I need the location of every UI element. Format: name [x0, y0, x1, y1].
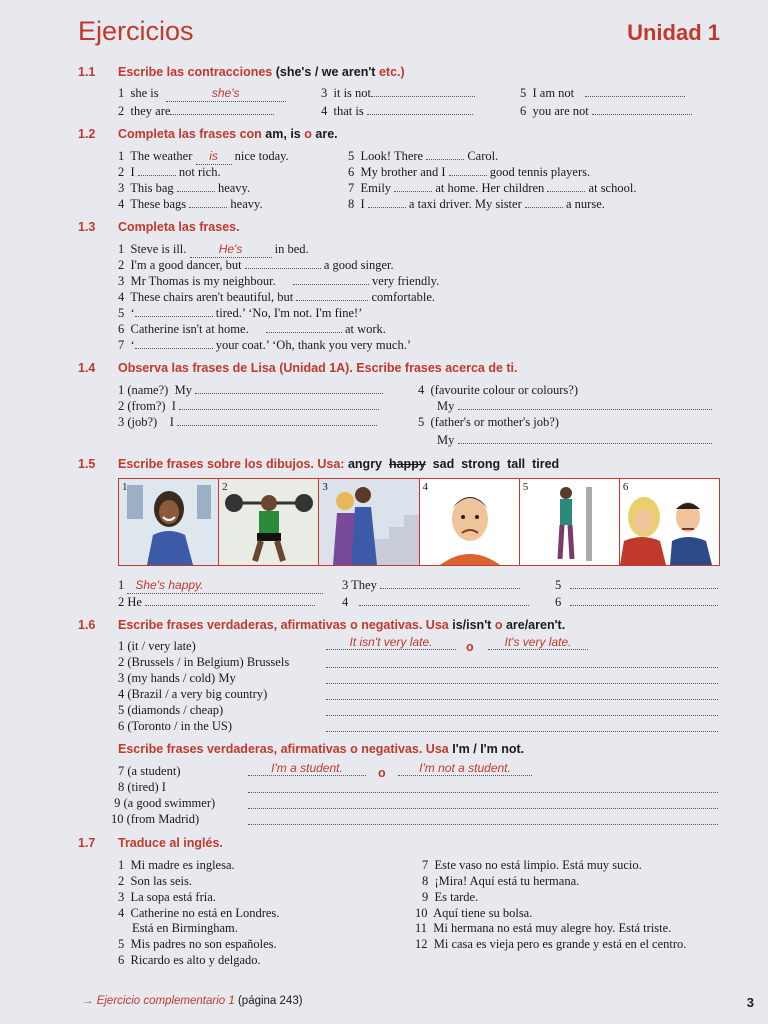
exercise-item: 4 [342, 594, 529, 610]
answer-field[interactable] [570, 595, 718, 606]
answer-field[interactable] [525, 197, 563, 208]
picture-sad-man [420, 479, 520, 565]
exercise-item: 10 (from Madrid) [111, 812, 200, 826]
section-instruction: Escribe frases verdaderas, afirmativas o negativas. Usa I'm / I'm not. [118, 742, 525, 756]
exercise-item: 8 I a taxi driver. My sister a nurse. [348, 197, 605, 211]
answer-field[interactable]: He's [190, 241, 272, 258]
sad-man-illustration [420, 479, 520, 565]
answer-field[interactable] [145, 595, 315, 606]
exercise-item: 7 Este vaso no está limpio. Está muy sucio. [422, 858, 642, 872]
answer-field[interactable] [570, 578, 718, 589]
answer-field[interactable] [326, 682, 718, 684]
page-number: 3 [746, 995, 754, 1010]
picture-angry-couple [620, 479, 719, 565]
exercise-item: 7 Emily at home. Her children at school. [348, 181, 637, 195]
exercise-item: 3 it is not [321, 85, 475, 101]
exercise-item: 2 He [118, 594, 315, 610]
exercise-item: 5 [555, 577, 718, 593]
exercise-item: 9 (a good swimmer) [114, 796, 216, 810]
answer-field[interactable]: she's [166, 85, 286, 102]
section-instruction: Escribe frases verdaderas, afirmativas o negativas. Usa is/isn't o are/aren't. [118, 618, 566, 632]
section-number: 1.6 [78, 618, 96, 632]
tired-people-illustration [319, 479, 419, 565]
answer-field[interactable] [293, 274, 369, 285]
exercise-item: 5 I am not [520, 85, 685, 101]
exercise-item: 4 (Brazil / a very big country) [118, 687, 268, 701]
section-number: 1.1 [78, 65, 96, 79]
exercise-item: 8 ¡Mira! Aquí está tu hermana. [422, 874, 580, 888]
or-label: o [466, 640, 474, 654]
exercise-item: 7 (a student) [118, 764, 181, 778]
or-label: o [378, 766, 386, 780]
happy-woman-illustration [119, 479, 219, 565]
answer-field[interactable] [266, 322, 342, 333]
page-title: Ejercicios [78, 16, 194, 46]
answer-field[interactable] [367, 104, 473, 115]
exercise-item: 1 (it / very late) [118, 639, 196, 653]
exercise-item: 6 [555, 594, 718, 610]
exercise-item: 3 La sopa está fría. [118, 890, 216, 904]
tall-woman-illustration [520, 479, 620, 565]
answer-field[interactable] [248, 823, 718, 825]
exercise-item: 4 Catherine no está en Londres. [118, 906, 280, 920]
exercise-item: 6 My brother and I good tennis players. [348, 165, 591, 179]
section-number: 1.3 [78, 220, 96, 234]
answer-field[interactable] [547, 181, 585, 192]
picture-strong-man [219, 479, 319, 565]
exercise-item: 2 (from?) I [118, 398, 379, 414]
section-number: 1.4 [78, 361, 96, 375]
exercise-item: 9 Es tarde. [422, 890, 479, 904]
exercise-item: 4 (favourite colour or colours?) [418, 383, 579, 397]
answer-field[interactable] [245, 258, 321, 269]
answer-field[interactable]: It isn't very late. [326, 635, 456, 650]
answer-field[interactable] [135, 338, 213, 349]
answer-field[interactable] [458, 433, 712, 444]
exercise-item: 2 I not rich. [118, 165, 221, 179]
picture-number: 1 [122, 481, 128, 493]
exercise-item: 6 (Toronto / in the US) [118, 719, 233, 733]
picture-number: 5 [522, 481, 529, 493]
exercise-item: 1 The weather is nice today. [118, 149, 289, 163]
answer-field[interactable] [248, 807, 718, 809]
answer-field[interactable] [326, 666, 718, 668]
section-number: 1.2 [78, 127, 96, 141]
exercise-item: 2 they are [118, 103, 274, 119]
section-instruction: Observa las frases de Lisa (Unidad 1A). Escribe frases acerca de ti. [118, 361, 518, 375]
answer-field[interactable] [592, 104, 692, 115]
exercise-item: 5 (diamonds / cheap) [118, 703, 224, 717]
section-instruction: Completa las frases. [118, 220, 240, 234]
answer-field[interactable] [368, 197, 406, 208]
picture-tired-people [319, 479, 419, 565]
answer-field[interactable] [248, 791, 718, 793]
answer-field[interactable] [426, 149, 464, 160]
exercise-item: 2 I'm a good dancer, but a good singer. [118, 258, 394, 272]
exercise-item: 5 ‘ tired.’ ‘No, I'm not. I'm fine!’ [118, 306, 363, 320]
answer-field[interactable] [138, 165, 176, 176]
exercise-item: 4 that is [321, 103, 473, 119]
answer-field[interactable] [177, 181, 215, 192]
exercise-item: 8 (tired) I [118, 780, 166, 794]
exercise-item: 3 They [342, 577, 520, 593]
section-instruction: Completa las frases con am, is o are. [118, 127, 338, 141]
exercise-item: 5 Look! There Carol. [348, 149, 499, 163]
picture-strip [118, 478, 720, 566]
exercise-item: 12 Mi casa es vieja pero es grande y está en el centro. [415, 937, 687, 951]
answer-field[interactable] [135, 306, 213, 317]
exercise-item: Está en Birmingham. [132, 921, 238, 935]
exercise-item: 1 she is she's [118, 85, 282, 102]
exercise-item: My [437, 398, 712, 414]
answer-field[interactable] [380, 578, 520, 589]
exercise-item: 3 (job?) I [118, 414, 377, 430]
section-instruction: Escribe frases sobre los dibujos. Usa: angry happy sad strong tall tired [118, 457, 560, 471]
exercise-item: 1 Mi madre es inglesa. [118, 858, 235, 872]
picture-number: 4 [422, 481, 429, 493]
exercise-item: 1 Steve is ill. He's in bed. [118, 242, 309, 256]
exercise-item: 6 you are not [520, 103, 692, 119]
picture-number: 2 [222, 481, 228, 493]
exercise-item: My [437, 432, 712, 448]
answer-field[interactable] [585, 86, 685, 97]
answer-field[interactable] [177, 415, 377, 426]
picture-number: 3 [322, 481, 328, 493]
answer-field[interactable] [394, 181, 432, 192]
section-number: 1.7 [78, 836, 96, 850]
complementary-exercise-link[interactable]: → Ejercicio complementario 1 (página 243) [82, 995, 303, 1007]
exercise-item: 11 Mi hermana no está muy alegre hoy. Está triste. [415, 921, 672, 935]
exercise-item: 3 Mr Thomas is my neighbour. very friendly. [118, 274, 440, 288]
exercise-item: 7 ‘ your coat.’ ‘Oh, thank you very much.’ [118, 338, 411, 352]
answer-field[interactable] [179, 399, 379, 410]
strong-man-illustration [219, 479, 319, 565]
answer-field[interactable]: It's very late. [488, 635, 588, 650]
exercise-item: 1 (name?) My [118, 382, 383, 398]
picture-number: 6 [622, 481, 629, 493]
answer-field[interactable] [170, 104, 274, 115]
unit-label: Unidad 1 [627, 20, 720, 45]
section-number: 1.5 [78, 457, 96, 471]
exercise-item: 1 She's happy. [118, 577, 323, 594]
exercise-item: 6 Ricardo es alto y delgado. [118, 953, 261, 967]
answer-field[interactable]: is [196, 148, 232, 165]
exercise-item: 5 (father's or mother's job?) [418, 415, 559, 429]
picture-tall-woman [520, 479, 620, 565]
answer-field[interactable]: I'm a student. [248, 761, 366, 776]
answer-field[interactable] [189, 197, 227, 208]
exercise-item: 3 This bag heavy. [118, 181, 251, 195]
answer-field[interactable]: I'm not a student. [398, 761, 532, 776]
answer-field[interactable]: She's happy. [127, 577, 323, 594]
answer-field[interactable] [449, 165, 487, 176]
exercise-item: 4 These bags heavy. [118, 197, 263, 211]
answer-field[interactable] [371, 86, 475, 97]
answer-field[interactable] [195, 383, 383, 394]
exercise-item: 3 (my hands / cold) My [118, 671, 236, 685]
answer-field[interactable] [359, 595, 529, 606]
exercise-item: 2 Son las seis. [118, 874, 192, 888]
section-instruction: Escribe las contracciones (she's / we aren't etc.) [118, 65, 405, 79]
answer-field[interactable] [326, 698, 718, 700]
angry-couple-illustration [620, 479, 719, 565]
exercise-item: 4 These chairs aren't beautiful, but comfortable. [118, 290, 435, 304]
arrow-right-icon: → [82, 995, 94, 1007]
exercise-item: 10 Aquí tiene su bolsa. [415, 906, 533, 920]
exercise-item: 2 (Brussels / in Belgium) Brussels [118, 655, 290, 669]
answer-field[interactable] [326, 730, 718, 732]
answer-field[interactable] [458, 399, 712, 410]
exercise-item: 6 Catherine isn't at home. at work. [118, 322, 386, 336]
picture-happy-woman [119, 479, 219, 565]
exercise-item: 5 Mis padres no son españoles. [118, 937, 277, 951]
answer-field[interactable] [296, 290, 368, 301]
section-instruction: Traduce al inglés. [118, 836, 223, 850]
answer-field[interactable] [326, 714, 718, 716]
